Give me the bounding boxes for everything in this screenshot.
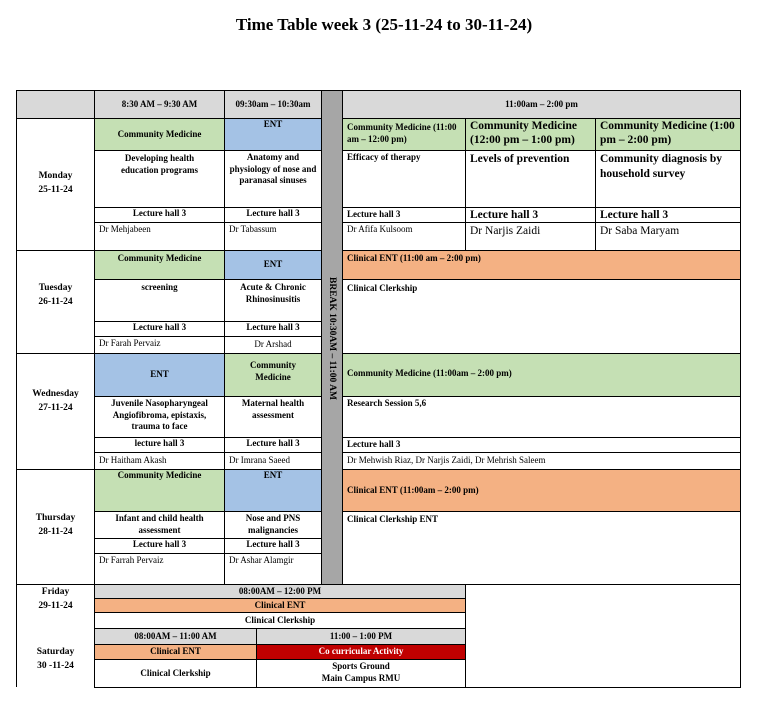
tuesday-s2-topic: Acute & Chronic Rhinosinusitis	[224, 279, 322, 322]
break-label: BREAK 10:30AM – 11:00 AM	[327, 276, 337, 400]
header-slot-1: 8:30 AM – 9:30 AM	[94, 90, 225, 119]
monday-s1-venue: Lecture hall 3	[94, 207, 225, 223]
wednesday-s1-teacher: Dr Haitham Akash	[94, 452, 225, 470]
wednesday-s3-venue: Lecture hall 3	[342, 437, 741, 453]
thursday-date: 28-11-24	[38, 526, 73, 537]
wednesday-s2-teacher: Dr Imrana Saeed	[224, 452, 322, 470]
tuesday-s2-subject: ENT	[224, 250, 322, 280]
thursday-s1-venue: Lecture hall 3	[94, 538, 225, 554]
wednesday-s3-teacher: Dr Mehwish Riaz, Dr Narjis Zaidi, Dr Mehrish Saleem	[342, 452, 741, 470]
saturday-day-label	[16, 646, 95, 674]
monday-s2-teacher: Dr Tabassum	[224, 222, 322, 251]
tuesday-day-label	[16, 282, 95, 310]
thursday-s1-subject: Community Medicine	[94, 469, 225, 512]
tuesday-s3-topic: Clinical Clerkship	[342, 279, 741, 354]
friday-topic: Clinical Clerkship	[94, 612, 466, 629]
monday-day: Monday	[38, 171, 73, 181]
tuesday-date: 26-11-24	[38, 296, 73, 307]
saturday-date: 30 -11-24	[37, 660, 74, 671]
monday-s5-subject: Community Medicine (1:00 pm – 2:00 pm)	[595, 118, 741, 151]
monday-day-label	[16, 170, 95, 198]
thursday-day: Thursday	[35, 513, 76, 523]
thursday-day-label	[16, 512, 95, 540]
monday-s5-topic: Community diagnosis by household survey	[595, 150, 741, 208]
thursday-s3-topic: Clinical Clerkship ENT	[342, 511, 741, 585]
wednesday-s3-topic: Research Session 5,6	[342, 396, 741, 438]
thursday-s2-topic: Nose and PNS malignancies	[224, 511, 322, 539]
thursday-s1-topic: Infant and child health assessment	[94, 511, 225, 539]
wednesday-day: Wednesday	[32, 389, 79, 399]
saturday-subject-1: Clinical ENT	[94, 644, 257, 660]
thursday-s1-teacher: Dr Farrah Pervaiz	[94, 553, 225, 585]
wednesday-s1-subject: ENT	[94, 353, 225, 397]
monday-s5-teacher: Dr Saba Maryam	[595, 222, 741, 251]
friday-day: Friday	[41, 587, 70, 597]
friday-time: 08:00AM – 12:00 PM	[94, 584, 466, 599]
page-title: Time Table week 3 (25-11-24 to 30-11-24)	[235, 15, 533, 34]
saturday-day: Saturday	[36, 647, 75, 657]
friday-day-label	[16, 586, 95, 614]
wednesday-s1-venue: lecture hall 3	[94, 437, 225, 453]
header-blank-cell	[16, 90, 95, 119]
wednesday-s2-topic: Maternal health assessment	[224, 396, 322, 438]
monday-date: 25-11-24	[38, 184, 73, 195]
monday-s3-teacher: Dr Afifa Kulsoom	[342, 222, 466, 251]
monday-s3-topic: Efficacy of therapy	[342, 150, 466, 208]
monday-s4-venue: Lecture hall 3	[465, 207, 596, 223]
header-slot-2: 09:30am – 10:30am	[224, 90, 322, 119]
saturday-time-1: 08:00AM – 11:00 AM	[94, 628, 257, 645]
thursday-s2-teacher: Dr Ashar Alamgir	[224, 553, 322, 585]
monday-s1-teacher: Dr Mehjabeen	[94, 222, 225, 251]
monday-s5-venue: Lecture hall 3	[595, 207, 741, 223]
tuesday-s3-subject: Clinical ENT (11:00 am – 2:00 pm)	[342, 250, 741, 280]
wednesday-day-label	[16, 388, 95, 416]
wednesday-s2-venue: Lecture hall 3	[224, 437, 322, 453]
tuesday-s2-venue: Lecture hall 3	[224, 321, 322, 337]
monday-s1-subject: Community Medicine	[94, 118, 225, 151]
monday-s3-venue: Lecture hall 3	[342, 207, 466, 223]
tuesday-s1-subject: Community Medicine	[94, 250, 225, 280]
monday-s2-subject: ENT	[224, 118, 322, 151]
tuesday-s1-topic: screening	[94, 279, 225, 322]
monday-s3-subject: Community Medicine (11:00 am – 12:00 pm)	[342, 118, 466, 151]
header-slot-3: 11:00am – 2:00 pm	[342, 90, 741, 119]
saturday-time-2: 11:00 – 1:00 PM	[256, 628, 466, 645]
wednesday-s2-subject: Community Medicine	[224, 353, 322, 397]
saturday-empty-cell	[465, 584, 741, 688]
thursday-s2-subject: ENT	[224, 469, 322, 512]
saturday-topic-2b: Main Campus RMU	[321, 672, 401, 683]
thursday-s2-venue: Lecture hall 3	[224, 538, 322, 554]
wednesday-s3-subject: Community Medicine (11:00am – 2:00 pm)	[342, 353, 741, 397]
friday-subject: Clinical ENT	[94, 598, 466, 613]
thursday-s3-subject: Clinical ENT (11:00am – 2:00 pm)	[342, 469, 741, 512]
monday-s2-venue: Lecture hall 3	[224, 207, 322, 223]
monday-s1-topic: Developing health education programs	[94, 150, 225, 208]
wednesday-s1-topic: Juvenile Nasopharyngeal Angiofibroma, epistaxis, trauma to face	[94, 396, 225, 438]
monday-s2-topic: Anatomy and physiology of nose and paranasal sinuses	[224, 150, 322, 208]
tuesday-s2-teacher: Dr Arshad	[224, 336, 322, 354]
tuesday-s1-venue: Lecture hall 3	[94, 321, 225, 337]
monday-s4-teacher: Dr Narjis Zaidi	[465, 222, 596, 251]
friday-date: 29-11-24	[38, 600, 73, 611]
monday-s4-topic: Levels of prevention	[465, 150, 596, 208]
tuesday-day: Tuesday	[38, 283, 73, 293]
tuesday-s1-teacher: Dr Farah Pervaiz	[94, 336, 225, 354]
saturday-subject-2: Co curricular Activity	[256, 644, 466, 660]
saturday-topic-1: Clinical Clerkship	[94, 659, 257, 688]
wednesday-date: 27-11-24	[38, 402, 73, 413]
saturday-topic-2a: Sports Ground	[332, 661, 390, 671]
saturday-topic-2	[256, 659, 466, 688]
break-label-wrap	[322, 92, 342, 584]
monday-s4-subject: Community Medicine (12:00 pm – 1:00 pm)	[465, 118, 596, 151]
